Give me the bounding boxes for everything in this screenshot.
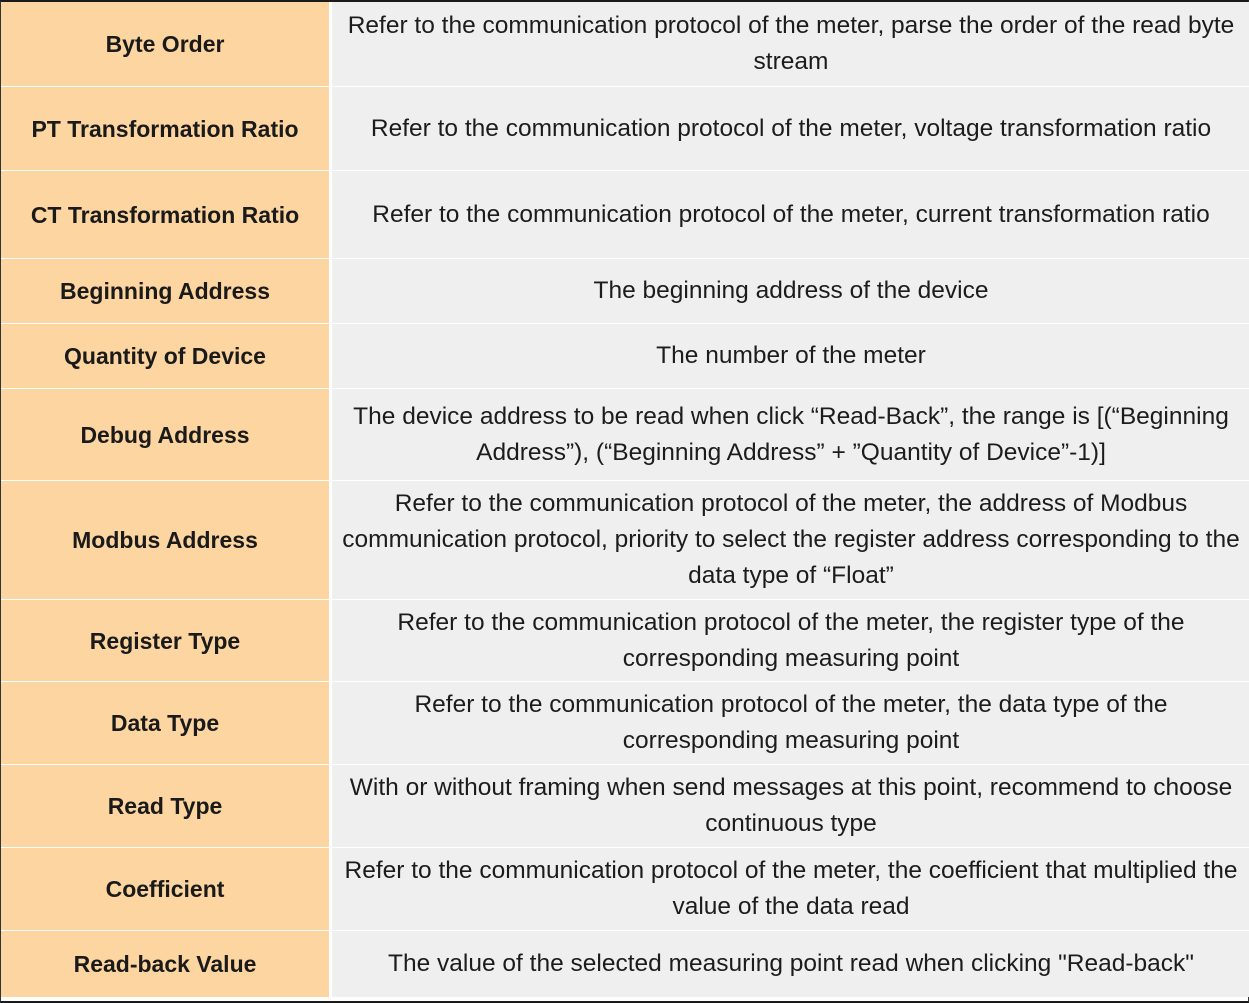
parameter-description: Refer to the communication protocol of the meter, voltage transformation ratio <box>332 87 1249 171</box>
parameter-description: The number of the meter <box>332 324 1249 389</box>
parameter-name: Read Type <box>1 765 332 848</box>
parameter-name: Beginning Address <box>1 259 332 324</box>
parameter-description: With or without framing when send messages at this point, recommend to choose continuous type <box>332 765 1249 848</box>
parameter-description: The device address to be read when click “Read-Back”, the range is [(“Beginning Address”), (“Beginning Address” + ”Quantity of Device”-1)] <box>332 389 1249 481</box>
parameter-name: CT Transformation Ratio <box>1 171 332 259</box>
parameter-description: Refer to the communication protocol of the meter, the address of Modbus communication protocol, priority to select the register address corresponding to the data type of “Float” <box>332 481 1249 600</box>
parameter-description: Refer to the communication protocol of the meter, parse the order of the read byte stream <box>332 2 1249 87</box>
parameter-name: Register Type <box>1 600 332 682</box>
parameter-name: Byte Order <box>1 2 332 87</box>
parameter-name: Debug Address <box>1 389 332 481</box>
parameter-name: Modbus Address <box>1 481 332 600</box>
parameter-description: The beginning address of the device <box>332 259 1249 324</box>
parameter-description: Refer to the communication protocol of the meter, the data type of the corresponding measuring point <box>332 682 1249 765</box>
parameter-name: Data Type <box>1 682 332 765</box>
parameter-name: PT Transformation Ratio <box>1 87 332 171</box>
parameter-description: Refer to the communication protocol of the meter, the register type of the corresponding measuring point <box>332 600 1249 682</box>
parameter-name: Coefficient <box>1 848 332 931</box>
parameter-name: Read-back Value <box>1 931 332 997</box>
parameter-description: The value of the selected measuring point read when clicking "Read-back" <box>332 931 1249 997</box>
parameter-description: Refer to the communication protocol of the meter, current transformation ratio <box>332 171 1249 259</box>
parameter-name: Quantity of Device <box>1 324 332 389</box>
parameter-description: Refer to the communication protocol of the meter, the coefficient that multiplied the value of the data read <box>332 848 1249 931</box>
